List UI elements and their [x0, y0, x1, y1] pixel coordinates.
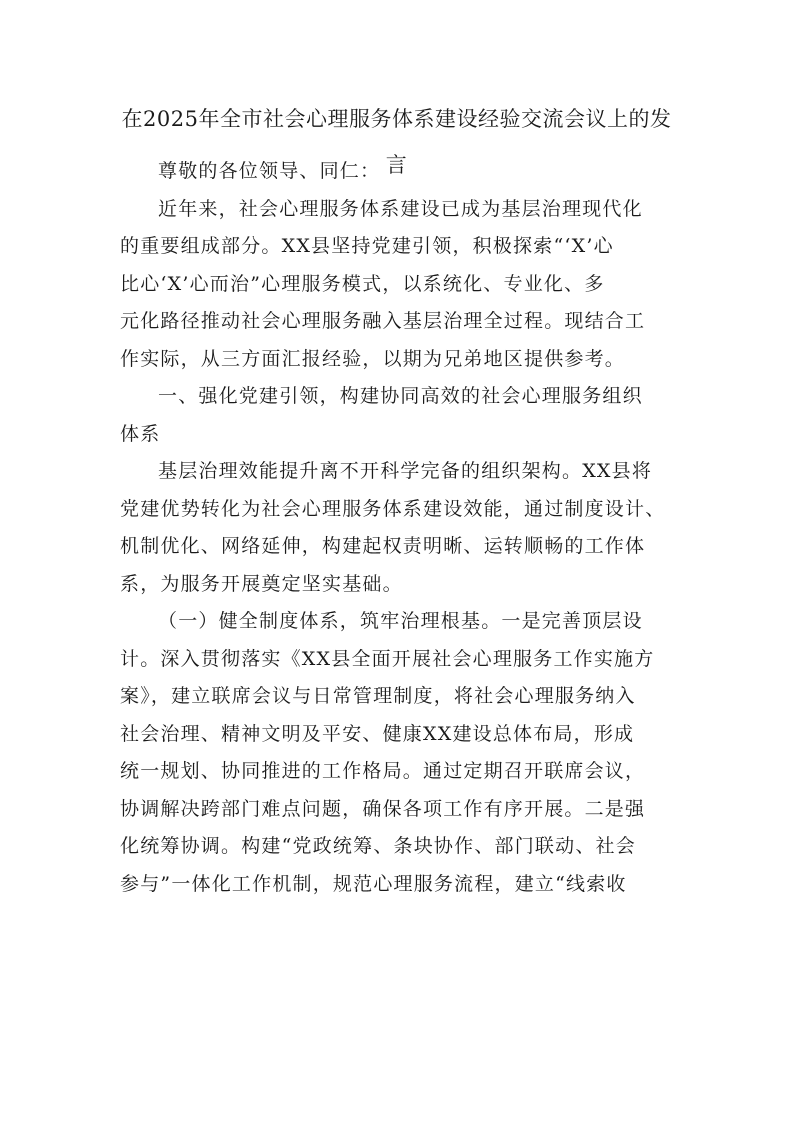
body-line: 社会治理、精神文明及平安、健康XX建设总体布局，形成	[120, 722, 635, 745]
title-line-1: 在2025年全市社会心理服务体系建设经验交流会议上的发	[121, 107, 672, 131]
document-body	[120, 153, 680, 903]
body-line: 比心‘X’心而治”心理服务模式，以系统化、专业化、多	[120, 272, 605, 295]
body-line: 一、强化党建引领，构建协同高效的社会心理服务组织	[158, 385, 643, 407]
body-line: 尊敬的各位领导、同仁：	[158, 160, 381, 182]
body-line: 作实际，从三方面汇报经验，以期为兄弟地区提供参考。	[120, 347, 626, 370]
body-line: 的重要组成部分。XX县坚持党建引领，积极探索“‘X’心	[120, 235, 614, 257]
body-line: 党建优势转化为社会心理服务体系建设效能，通过制度设计、	[120, 497, 666, 520]
body-line: （一）健全制度体系，筑牢治理根基。一是完善顶层设	[158, 610, 643, 632]
body-line: 协调解决跨部门难点问题，确保各项工作有序开展。二是强	[120, 797, 646, 820]
body-line: 统一规划、协同推进的工作格局。通过定期召开联席会议，	[120, 760, 646, 782]
body-line: 参与”一体化工作机制，规范心理服务流程，建立“线索收	[120, 872, 627, 895]
body-line: 近年来，社会心理服务体系建设已成为基层治理现代化	[158, 197, 643, 220]
body-line: 化统筹协调。构建“党政统筹、条块协作、部门联动、社会	[120, 835, 636, 857]
body-line: 案》，建立联席会议与日常管理制度，将社会心理服务纳入	[120, 685, 636, 707]
body-line: 机制优化、网络延伸，构建起权责明晰、运转顺畅的工作体	[120, 535, 646, 557]
title-line-2: 言	[385, 153, 408, 177]
body-line: 体系	[120, 422, 161, 445]
body-line: 元化路径推动社会心理服务融入基层治理全过程。现结合工	[120, 310, 646, 332]
body-line: 基层治理效能提升离不开科学完备的组织架构。XX县将	[158, 460, 653, 482]
body-line: 系，为服务开展奠定坚实基础。	[120, 572, 403, 595]
body-line: 计。深入贯彻落实《XX县全面开展社会心理服务工作实施方	[120, 647, 655, 670]
